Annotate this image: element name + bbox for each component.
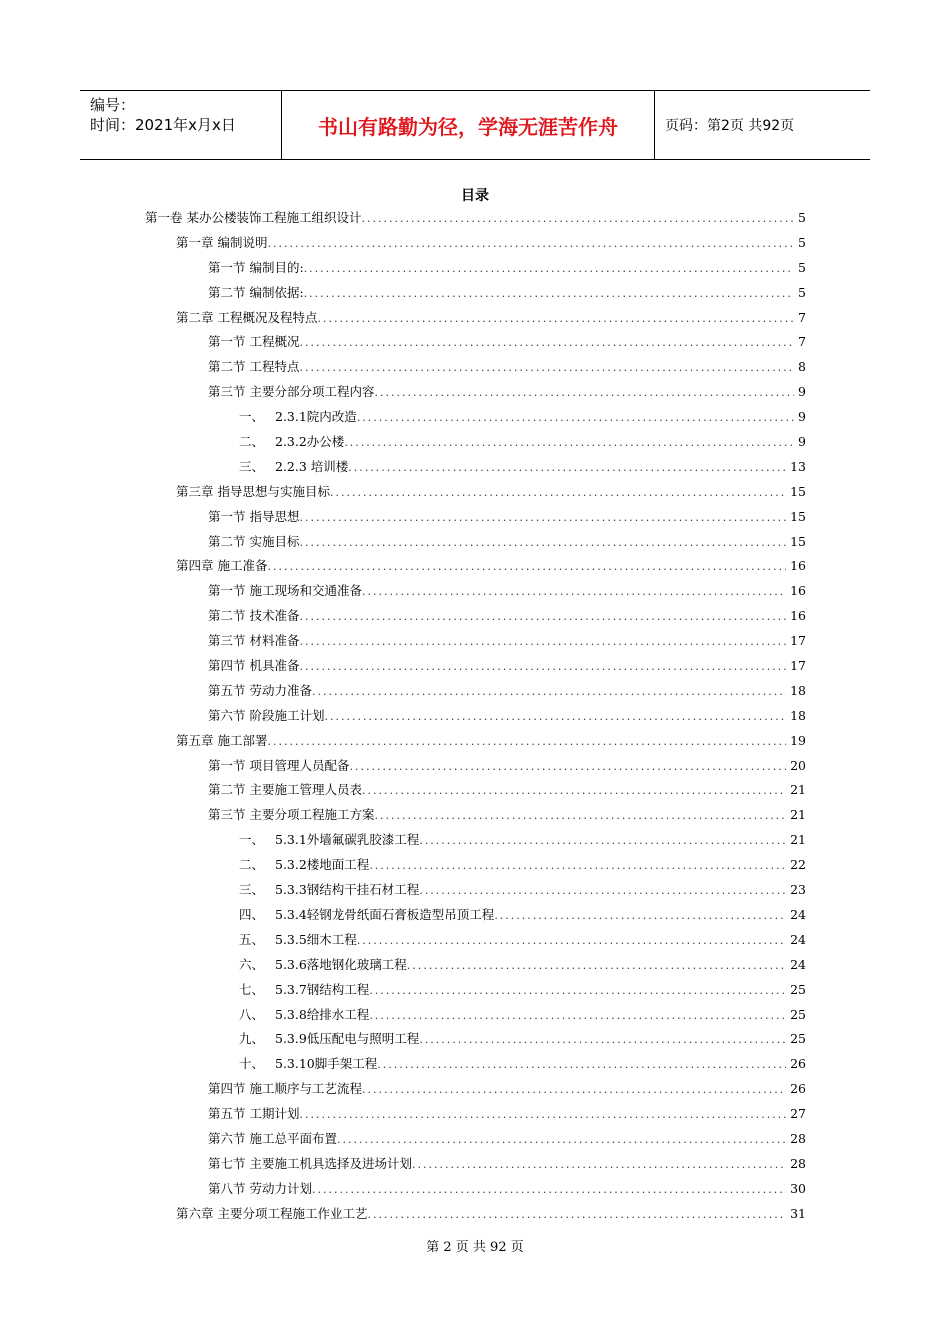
toc-entry-number: 二、: [239, 434, 265, 450]
toc-entry[interactable]: [145, 581, 806, 606]
toc-entry-title: 第六节 施工总平面布置: [208, 1130, 337, 1146]
toc-entry-text: [208, 258, 304, 276]
toc-entry-text: [208, 681, 312, 699]
toc-page-number: 18: [790, 682, 806, 698]
toc-entry-title: 第七节 主要施工机具选择及进场计划: [208, 1155, 412, 1171]
toc-entry-number: 八、: [239, 1006, 265, 1022]
toc-entry[interactable]: [145, 332, 806, 357]
toc-entry-title: 第六章 主要分项工程施工作业工艺: [176, 1205, 368, 1221]
toc-entry-title: 5.3.7钢结构工程: [275, 981, 370, 997]
toc-page-number: 21: [790, 832, 806, 848]
toc-page-number: 16: [790, 558, 806, 574]
toc-entry-text: [208, 532, 299, 550]
toc-leader-dots: [344, 436, 794, 449]
toc-page-number: 5: [798, 259, 806, 275]
toc-entry-text: [208, 1079, 362, 1097]
toc-entry-number: 四、: [239, 906, 265, 922]
toc-page-number: 28: [790, 1155, 806, 1171]
toc-page-number: 15: [790, 508, 806, 524]
toc-leader-dots: [374, 809, 786, 822]
toc-entry-title: 第五章 施工部署: [176, 732, 268, 748]
toc-entry-title: 5.3.1外墙氟碳乳胶漆工程: [275, 832, 420, 848]
toc-page-number: 5: [798, 234, 806, 250]
toc-entry-title: 第一节 项目管理人员配备: [208, 757, 350, 773]
toc-page-number: 5: [798, 210, 806, 225]
toc-entry-title: 2.2.3 培训楼: [275, 458, 349, 474]
toc-entry-text: [239, 955, 407, 973]
toc-entry-number: 一、: [239, 832, 265, 848]
toc-leader-dots: [299, 635, 786, 648]
toc-entry-title: 第一节 工程概况: [208, 334, 300, 350]
toc-page-number: 18: [790, 707, 806, 723]
toc-entry-text: [208, 631, 299, 649]
toc-page-number: 27: [790, 1106, 806, 1122]
toc-entry-title: 第八节 劳动力计划: [208, 1180, 312, 1196]
toc-page-number: 16: [790, 583, 806, 599]
toc-entry-text: [239, 1029, 419, 1047]
toc-entry-title: 5.3.3钢结构干挂石材工程: [275, 882, 420, 898]
toc-page-number: 25: [790, 1006, 806, 1022]
toc-entry-text: [208, 382, 374, 400]
toc-entry-text: [239, 1005, 369, 1023]
toc-page-number: 25: [790, 981, 806, 997]
toc-entry-text: [208, 780, 362, 798]
toc-page-number: 9: [798, 409, 806, 425]
toc-page-number: 26: [790, 1056, 806, 1072]
toc-entry-title: 5.3.2楼地面工程: [275, 857, 370, 873]
toc-leader-dots: [312, 1183, 786, 1196]
toc-entry[interactable]: [145, 830, 806, 855]
toc-entry-text: [239, 980, 369, 998]
toc-entry-text: [208, 805, 374, 823]
toc-entry-text: [176, 1204, 367, 1222]
toc-entry-text: [239, 407, 357, 425]
toc-leader-dots: [299, 660, 786, 673]
toc-entry-title: 5.3.8给排水工程: [275, 1006, 370, 1022]
toc-leader-dots: [369, 1009, 786, 1022]
toc-entry-text: [208, 332, 299, 350]
toc-entry-text: [145, 208, 361, 226]
toc-leader-dots: [412, 1158, 786, 1171]
toc-title: 目录: [461, 188, 489, 204]
toc-entry-text: [176, 556, 267, 574]
toc-entry-text: [208, 1129, 337, 1147]
toc-page-number: 24: [790, 931, 806, 947]
toc-page-number: 19: [790, 732, 806, 748]
toc-entry[interactable]: [145, 706, 806, 731]
header-page-info: 页码：第2页 共92页: [665, 118, 795, 134]
toc-leader-dots: [362, 585, 786, 598]
toc-page-number: 24: [790, 906, 806, 922]
toc-entry-text: [176, 482, 330, 500]
toc-entry-number: 二、: [239, 857, 265, 873]
toc-page-number: 9: [798, 434, 806, 450]
toc-entry-text: [208, 1179, 312, 1197]
toc-leader-dots: [419, 884, 786, 897]
toc-entry-title: 5.3.9低压配电与照明工程: [275, 1031, 420, 1047]
toc-entry-title: 第三节 主要分项工程施工方案: [208, 807, 375, 823]
toc-entry[interactable]: [145, 1005, 806, 1030]
toc-entry-text: [239, 457, 348, 475]
toc-leader-dots: [369, 859, 786, 872]
toc-entry[interactable]: [145, 1079, 806, 1104]
toc-entry-title: 第五节 劳动力准备: [208, 682, 312, 698]
toc-page-number: 16: [790, 608, 806, 624]
toc-entry[interactable]: [145, 780, 806, 805]
toc-page-number: 9: [798, 384, 806, 400]
toc-entry[interactable]: [145, 1154, 806, 1179]
toc-page-number: 21: [790, 782, 806, 798]
toc-entry[interactable]: [145, 606, 806, 631]
toc-entry-text: [239, 930, 357, 948]
toc-entry-title: 第三章 指导思想与实施目标: [176, 483, 330, 499]
toc-page-number: 26: [790, 1081, 806, 1097]
toc-entry-text: [239, 1054, 377, 1072]
toc-entry[interactable]: [145, 507, 806, 532]
toc-leader-dots: [377, 1058, 786, 1071]
toc-entry-number: 三、: [239, 458, 265, 474]
toc-page-number: 22: [790, 857, 806, 873]
page-footer: 第 2 页 共 92 页: [426, 1240, 524, 1255]
toc-entry[interactable]: [145, 1204, 806, 1229]
toc-leader-dots: [299, 511, 786, 524]
toc-leader-dots: [362, 1083, 786, 1096]
toc-entry[interactable]: [145, 283, 806, 308]
toc-entry[interactable]: [145, 656, 806, 681]
toc-leader-dots: [304, 287, 794, 300]
header-motto: 书山有路勤为径，学海无涯苦作舟: [281, 91, 655, 159]
toc-page-number: 17: [790, 633, 806, 649]
toc-entry-text: [239, 880, 419, 898]
toc-leader-dots: [357, 934, 786, 947]
toc-entry-title: 2.3.1院内改造: [275, 409, 357, 425]
toc-entry-title: 第二节 工程特点: [208, 359, 300, 375]
toc-entry[interactable]: [145, 208, 806, 233]
toc-entry[interactable]: [145, 681, 806, 706]
toc-entry[interactable]: [145, 308, 806, 333]
serial-label: 编号：: [90, 96, 136, 114]
toc-entry[interactable]: [145, 357, 806, 382]
toc-leader-dots: [330, 486, 786, 499]
toc-entry-number: 一、: [239, 409, 265, 425]
toc-entry[interactable]: [145, 532, 806, 557]
toc-leader-dots: [267, 560, 786, 573]
toc-entry-text: [208, 706, 324, 724]
toc-entry[interactable]: [145, 955, 806, 980]
toc-entry[interactable]: [145, 1129, 806, 1154]
toc-page-number: 7: [798, 309, 806, 325]
toc-entry[interactable]: [145, 756, 806, 781]
toc-entry[interactable]: [145, 980, 806, 1005]
toc-entry-number: 六、: [239, 956, 265, 972]
toc-leader-dots: [304, 262, 794, 275]
toc-page-number: 5: [798, 284, 806, 300]
toc-entry[interactable]: [145, 1029, 806, 1054]
toc-page-number: 17: [790, 658, 806, 674]
toc-entry-title: 第二节 编制依据:: [208, 284, 304, 300]
toc-entry-title: 第六节 阶段施工计划: [208, 707, 325, 723]
toc-leader-dots: [324, 710, 786, 723]
toc-leader-dots: [348, 461, 786, 474]
toc-entry-number: 九、: [239, 1031, 265, 1047]
toc-entry[interactable]: [145, 432, 806, 457]
toc-entry[interactable]: [145, 880, 806, 905]
toc-leader-dots: [299, 536, 786, 549]
toc-entry-number: 七、: [239, 981, 265, 997]
toc-entry-text: [208, 606, 299, 624]
toc-entry[interactable]: [145, 407, 806, 432]
toc-entry-title: 第二节 技术准备: [208, 608, 300, 624]
toc-page-number: 13: [790, 458, 806, 474]
toc-entry[interactable]: [145, 1104, 806, 1129]
toc-entry-number: 十、: [239, 1056, 265, 1072]
toc-entry-number: 五、: [239, 931, 265, 947]
toc-leader-dots: [419, 834, 786, 847]
time-label: 时间：2021年x月x日: [90, 116, 236, 134]
toc-entry-text: [208, 1154, 412, 1172]
toc-entry-text: [208, 756, 349, 774]
toc-entry-text: [239, 855, 369, 873]
toc-entry-title: 5.3.10脚手架工程: [275, 1056, 378, 1072]
toc-entry-title: 第四节 机具准备: [208, 658, 300, 674]
toc-entry-text: [176, 233, 267, 251]
toc-entry[interactable]: [145, 457, 806, 482]
toc-leader-dots: [299, 610, 786, 623]
toc-page-number: 31: [790, 1205, 806, 1221]
header-left-cell: [80, 91, 281, 159]
toc-leader-dots: [349, 760, 786, 773]
toc-entry[interactable]: [145, 1179, 806, 1204]
toc-entry-title: 第一章 编制说明: [176, 234, 268, 250]
toc-leader-dots: [419, 1033, 786, 1046]
toc-entry[interactable]: [145, 731, 806, 756]
toc-leader-dots: [312, 685, 786, 698]
toc-page-number: 8: [798, 359, 806, 375]
toc-entry-text: [208, 581, 362, 599]
toc-leader-dots: [267, 237, 794, 250]
toc-entry[interactable]: [145, 805, 806, 830]
toc-entry-text: [239, 432, 344, 450]
toc-leader-dots: [369, 984, 786, 997]
toc-page-number: 21: [790, 807, 806, 823]
toc-leader-dots: [407, 959, 786, 972]
toc-entry-title: 第一卷 某办公楼装饰工程施工组织设计: [145, 210, 362, 225]
toc-entry-text: [176, 731, 267, 749]
toc-entry[interactable]: [145, 258, 806, 283]
toc-entry[interactable]: [145, 631, 806, 656]
toc-entry[interactable]: [145, 482, 806, 507]
toc-leader-dots: [317, 312, 794, 325]
table-of-contents: [145, 208, 806, 1229]
toc-entry[interactable]: [145, 382, 806, 407]
toc-page-number: 25: [790, 1031, 806, 1047]
toc-entry-title: 第一节 施工现场和交通准备: [208, 583, 362, 599]
page-header: [80, 90, 870, 160]
toc-entry-title: 第四章 施工准备: [176, 558, 268, 574]
toc-entry-title: 第二节 主要施工管理人员表: [208, 782, 362, 798]
toc-entry-title: 第二节 实施目标: [208, 533, 300, 549]
toc-entry-text: [239, 830, 419, 848]
toc-entry-title: 第二章 工程概况及程特点: [176, 309, 318, 325]
toc-leader-dots: [494, 909, 786, 922]
toc-entry-title: 第一节 指导思想: [208, 508, 300, 524]
toc-entry[interactable]: [145, 905, 806, 930]
toc-page-number: 15: [790, 483, 806, 499]
toc-entry-number: 三、: [239, 882, 265, 898]
toc-leader-dots: [374, 386, 794, 399]
toc-leader-dots: [267, 735, 786, 748]
toc-leader-dots: [362, 784, 786, 797]
toc-entry-title: 第四节 施工顺序与工艺流程: [208, 1081, 362, 1097]
toc-entry-text: [208, 507, 299, 525]
toc-entry-title: 2.3.2办公楼: [275, 434, 345, 450]
toc-entry[interactable]: [145, 233, 806, 258]
toc-leader-dots: [367, 1208, 786, 1221]
toc-entry-text: [239, 905, 494, 923]
toc-entry-title: 第五节 工期计划: [208, 1106, 300, 1122]
toc-page-number: 28: [790, 1130, 806, 1146]
toc-entry-title: 第三节 材料准备: [208, 633, 300, 649]
toc-entry-title: 第三节 主要分部分项工程内容: [208, 384, 375, 400]
toc-entry-title: 5.3.4轻钢龙骨纸面石膏板造型吊顶工程: [275, 906, 495, 922]
toc-entry-text: [208, 1104, 299, 1122]
toc-leader-dots: [299, 361, 794, 374]
toc-entry[interactable]: [145, 1054, 806, 1079]
toc-leader-dots: [357, 411, 794, 424]
toc-page-number: 20: [790, 757, 806, 773]
toc-entry-text: [208, 656, 299, 674]
toc-entry[interactable]: [145, 556, 806, 581]
toc-entry-text: [208, 283, 304, 301]
toc-page-number: 23: [790, 882, 806, 898]
toc-page-number: 15: [790, 533, 806, 549]
toc-leader-dots: [299, 336, 794, 349]
toc-page-number: 7: [798, 334, 806, 350]
toc-entry-title: 5.3.5细木工程: [275, 931, 357, 947]
toc-entry[interactable]: [145, 930, 806, 955]
toc-page-number: 24: [790, 956, 806, 972]
toc-entry-title: 第一节 编制目的:: [208, 259, 304, 275]
toc-leader-dots: [361, 212, 794, 225]
toc-entry-title: 5.3.6落地钢化玻璃工程: [275, 956, 407, 972]
toc-entry-text: [176, 308, 317, 326]
toc-page-number: 30: [790, 1180, 806, 1196]
toc-leader-dots: [299, 1108, 786, 1121]
toc-entry[interactable]: [145, 855, 806, 880]
toc-leader-dots: [337, 1133, 786, 1146]
toc-entry-text: [208, 357, 299, 375]
